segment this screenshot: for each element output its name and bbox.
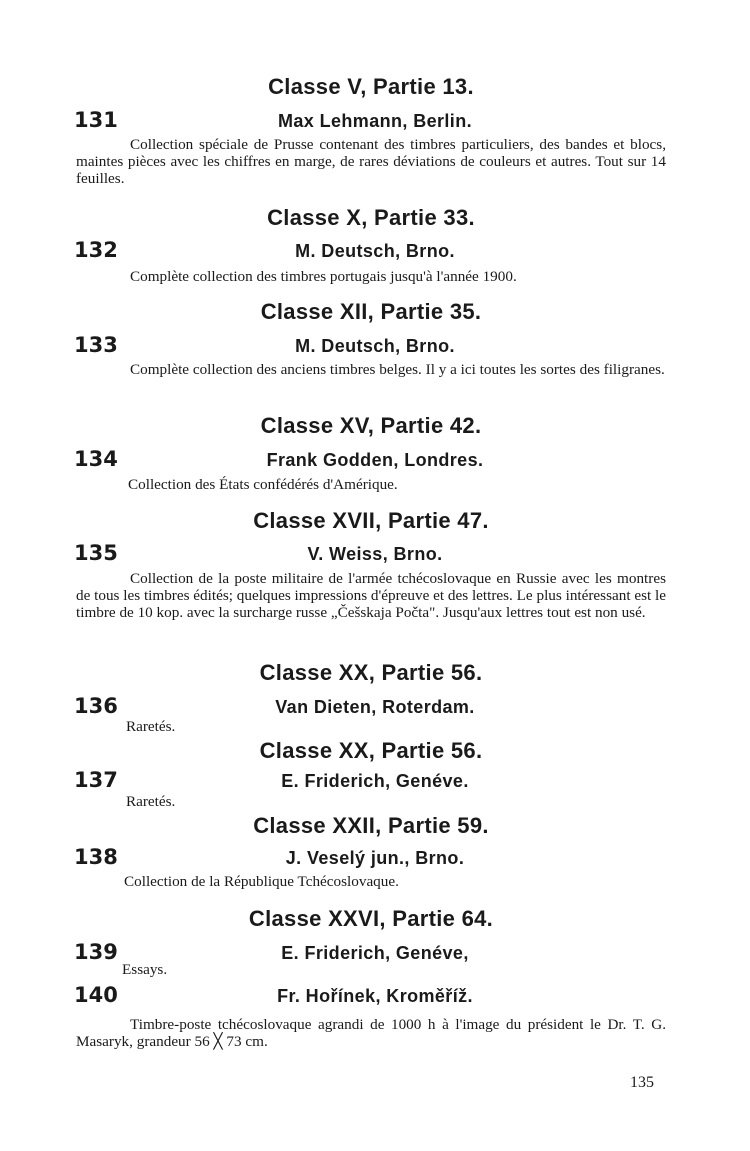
entry-description: Collection de la République Tchécoslovaque. bbox=[124, 873, 399, 890]
classe-heading: Classe XII, Partie 35. bbox=[260, 299, 482, 324]
entry-number: 132 bbox=[74, 238, 118, 262]
entry-description: Complète collection des timbres portugais jusqu'à l'année 1900. bbox=[130, 268, 517, 285]
classe-heading: Classe X, Partie 33. bbox=[267, 205, 475, 230]
entry-description: Raretés. bbox=[126, 793, 176, 810]
exhibitor-name: M. Deutsch, Brno. bbox=[295, 241, 455, 261]
entry-description: Raretés. bbox=[126, 718, 176, 735]
page-number: 135 bbox=[630, 1074, 654, 1091]
entry-number: 131 bbox=[74, 108, 118, 132]
entry-description bbox=[76, 361, 666, 378]
classe-heading: Classe XX, Partie 56. bbox=[259, 660, 483, 685]
exhibitor-name: Frank Godden, Londres. bbox=[266, 450, 484, 470]
description-text: Complète collection des anciens timbres belges. Il y a ici toutes les sortes des filigranes. bbox=[130, 361, 665, 378]
description-text: Collection de la poste militaire de l'armée tchécoslovaque en Russie avec les montres de tous les timbres édités; quelques impressions d'épreuve et des lettres. Le plus intéressant est le timbre de 10 kop. avec la surcharge russe „Češskaja Počta". Jusqu'aux lettres tout est non usé. bbox=[76, 570, 666, 621]
entry-description bbox=[76, 136, 666, 187]
classe-heading: Classe XVII, Partie 47. bbox=[253, 508, 489, 533]
entry-description bbox=[76, 570, 666, 621]
classe-heading: Classe XX, Partie 56. bbox=[259, 738, 483, 763]
description-text: Collection spéciale de Prusse contenant des timbres particuliers, des bandes et blocs, maintes pièces avec les chiffres en marge, de rares déviations de couleurs et autres. Tout sur 14 feuilles. bbox=[76, 136, 666, 187]
description-text: Timbre-poste tchécoslovaque agrandi de 1000 h à l'image du président le Dr. T. G. Masaryk, grandeur 56 ╳ 73 cm. bbox=[76, 1016, 666, 1050]
classe-heading: Classe XXVI, Partie 64. bbox=[248, 906, 494, 931]
entry-number: 140 bbox=[74, 983, 118, 1007]
exhibitor-name: E. Friderich, Genéve, bbox=[281, 943, 469, 963]
classe-heading: Classe V, Partie 13. bbox=[268, 74, 474, 99]
entry-description: Collection des États confédérés d'Amérique. bbox=[128, 476, 398, 493]
exhibitor-name: V. Weiss, Brno. bbox=[307, 544, 443, 564]
exhibitor-name: Van Dieten, Roterdam. bbox=[275, 697, 475, 717]
exhibitor-name: J. Veselý jun., Brno. bbox=[285, 848, 465, 868]
entry-number: 138 bbox=[74, 845, 118, 869]
entry-number: 134 bbox=[74, 447, 118, 471]
classe-heading: Classe XXII, Partie 59. bbox=[253, 813, 489, 838]
exhibitor-name: E. Friderich, Genéve. bbox=[281, 771, 469, 791]
exhibitor-name: Fr. Hořínek, Kroměříž. bbox=[277, 986, 473, 1006]
entry-description: Essays. bbox=[122, 961, 168, 978]
entry-description bbox=[76, 1016, 666, 1050]
entry-number: 137 bbox=[74, 768, 118, 792]
exhibitor-name: M. Deutsch, Brno. bbox=[295, 336, 455, 356]
entry-number: 133 bbox=[74, 333, 118, 357]
exhibitor-name: Max Lehmann, Berlin. bbox=[277, 111, 473, 131]
entry-number: 136 bbox=[74, 694, 118, 718]
entry-number: 135 bbox=[74, 541, 118, 565]
classe-heading: Classe XV, Partie 42. bbox=[260, 413, 482, 438]
entry-number: 139 bbox=[74, 940, 118, 964]
